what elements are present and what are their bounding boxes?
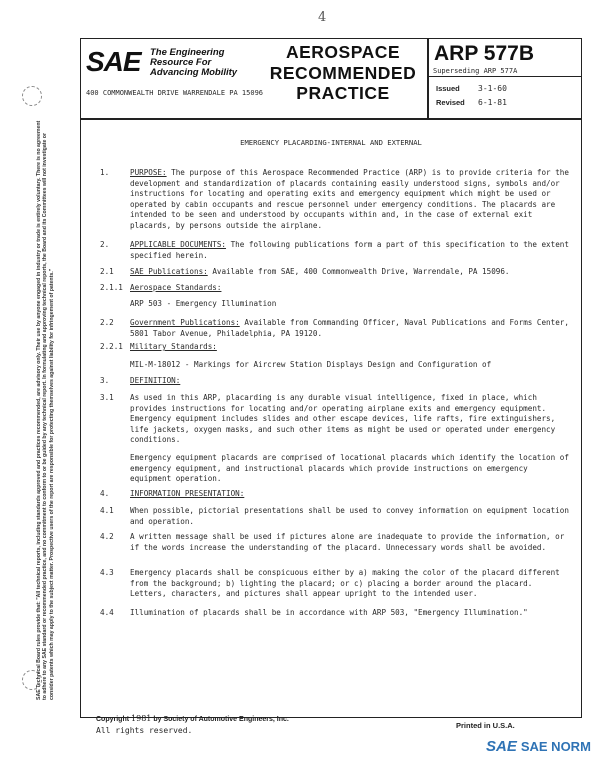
section-number: 2.1 [100,267,114,276]
sae-tagline [150,48,237,78]
section-number: 4.3 [100,568,114,577]
section-body: When possible, pictorial presentations shall be used to convey information on equipment location and operation. [130,506,569,526]
section-number: 3. [100,376,110,385]
tagline-line-3: Advancing Mobility [150,67,238,78]
section-text [130,489,570,500]
section-body: The purpose of this Aerospace Recommended Practice (ARP) is to provide criteria for the development and standardization of placards containing easily understood signs, symbols and/or instructions for locating and operating exits and emergency equipment which might be used or operated by cabin occupants and rescue personnel under emergency conditions. The placards are intended to be seen and understood by occupants within and, in the case of external exit placards, by persons outside the airplane. [130,168,569,230]
section-text [130,342,570,353]
sidebar-disclaimer-container [36,120,78,700]
supersedes-note: Superseding ARP 577A [433,67,518,75]
section-text [130,283,570,294]
section-text [130,168,570,232]
tagline-line-1: The Engineering [150,47,225,58]
page-number-mark: 4 [318,10,327,25]
section-text [130,318,570,339]
document-number: ARP 577B [434,42,534,65]
document-type [262,42,424,104]
section-body: Emergency placards shall be conspicuous either by a) making the color of the placard different from the background; b) lighting the placard; or c) placing a border around the placard. Letters, characters, and pictures shall appear upright to the intended user. [130,568,560,599]
section-body: Emergency equipment placards are comprised of locational placards which identify the location of emergency equipment, and instructional placards which provide instructions on emergency equipment operation. [130,453,569,484]
section-heading: DEFINITION: [130,376,181,385]
section-heading: PURPOSE: [130,168,167,177]
section-number: 4.2 [100,532,114,541]
section-text [130,267,570,278]
section-heading: Military Standards: [130,342,217,351]
sidebar-disclaimer: SAE Technical Board rules provide that: "All technical reports, including standards approved and practices recommended, are advisory only. Their use by anyone engaged in industry or trade is entirely voluntary. There is no agreement to adhere to any SAE standard or recommended practice, and no commitment to conform to or be guided by any technical report. In formulating and approving technical reports, the Board and its Committees will not investigate or consider patents which may apply to the subject matter. Prospective users of the report are responsible for protecting themselves against liability for infringement of patents." [36,120,55,700]
section-body: MIL-M-18012 - Markings for Aircrew Station Displays Design and Configuration of [130,360,492,369]
watermark-logo: SAE [486,738,517,755]
sae-logo: SAE [86,46,141,77]
tagline-line-2: Resource For [150,57,212,68]
printed-in-usa: Printed in U.S.A. [456,721,515,730]
section-heading: APPLICABLE DOCUMENTS: [130,240,227,249]
header-divider [80,118,582,120]
document-title: EMERGENCY PLACARDING-INTERNAL AND EXTERNAL [240,138,422,147]
header-vertical-divider [427,38,429,118]
issued-label: Issued [436,84,460,93]
section-number: 2.2.1 [100,342,123,351]
revised-date: 6-1-81 [478,98,507,107]
section-body: As used in this ARP, placarding is any durable visual intelligence, fixed in place, which provides instructions for locating and/or operating airplane exits and emergency equipment. Emergency equipment includes slides and other escape devices, life rafts, fire extinguishers, life jackets, oxygen masks, and such other items as might be used or operated under emergency conditions. [130,393,556,445]
section-number: 2. [100,240,110,249]
doc-type-line-2: RECOMMENDED [269,62,417,83]
section-heading: Government Publications: [130,318,240,327]
doc-type-line-3: PRACTICE [296,83,390,103]
section-text [130,240,570,261]
watermark-text: SAE NORM [520,739,591,754]
sae-address: 400 COMMONWEALTH DRIVE WARRENDALE PA 15096 [86,89,264,97]
section-body: The following publications form a part of this specification to the extent specified herein. [130,240,569,260]
section-body: Illumination of placards shall be in accordance with ARP 503, "Emergency Illumination." [130,608,528,617]
revised-label: Revised [436,98,465,107]
copyright-line [96,714,289,723]
section-1 [100,168,570,242]
all-rights-reserved: All rights reserved. [96,726,193,735]
section-number: 1. [100,168,110,177]
binder-hole-top [22,86,42,106]
section-body: Available from Commanding Officer, Naval Publications and Forms Center, 5801 Tabor Avenue, Philadelphia, PA 19120. [130,318,569,338]
section-body: ARP 503 - Emergency Illumination [130,299,277,308]
section-number: 4.1 [100,506,114,515]
section-heading: SAE Publications: [130,267,208,276]
copyright-owner: by Society of Automotive Engineers, Inc. [153,716,289,723]
section-text [130,376,570,387]
section-number: 4.4 [100,608,114,617]
section-number: 4. [100,489,110,498]
section-number: 3.1 [100,393,114,402]
copyright-label: Copyright [96,716,130,723]
section-number: 2.1.1 [100,283,123,292]
issued-date: 3-1-60 [478,84,507,93]
sae-norm-watermark [486,738,591,755]
doc-type-line-1: AEROSPACE [285,42,401,62]
section-number: 2.2 [100,318,114,327]
section-body: A written message shall be used if pictures alone are inadequate to provide the information, or if the words increase the understanding of the placard. Unnecessary words shall be avoided. [130,532,565,552]
section-heading: Aerospace Standards: [130,283,222,292]
copyright-year: 1981 [131,714,152,723]
section-body: Available from SAE, 400 Commonwealth Drive, Warrendale, PA 15096. [212,267,510,276]
section-heading: INFORMATION PRESENTATION: [130,489,245,498]
